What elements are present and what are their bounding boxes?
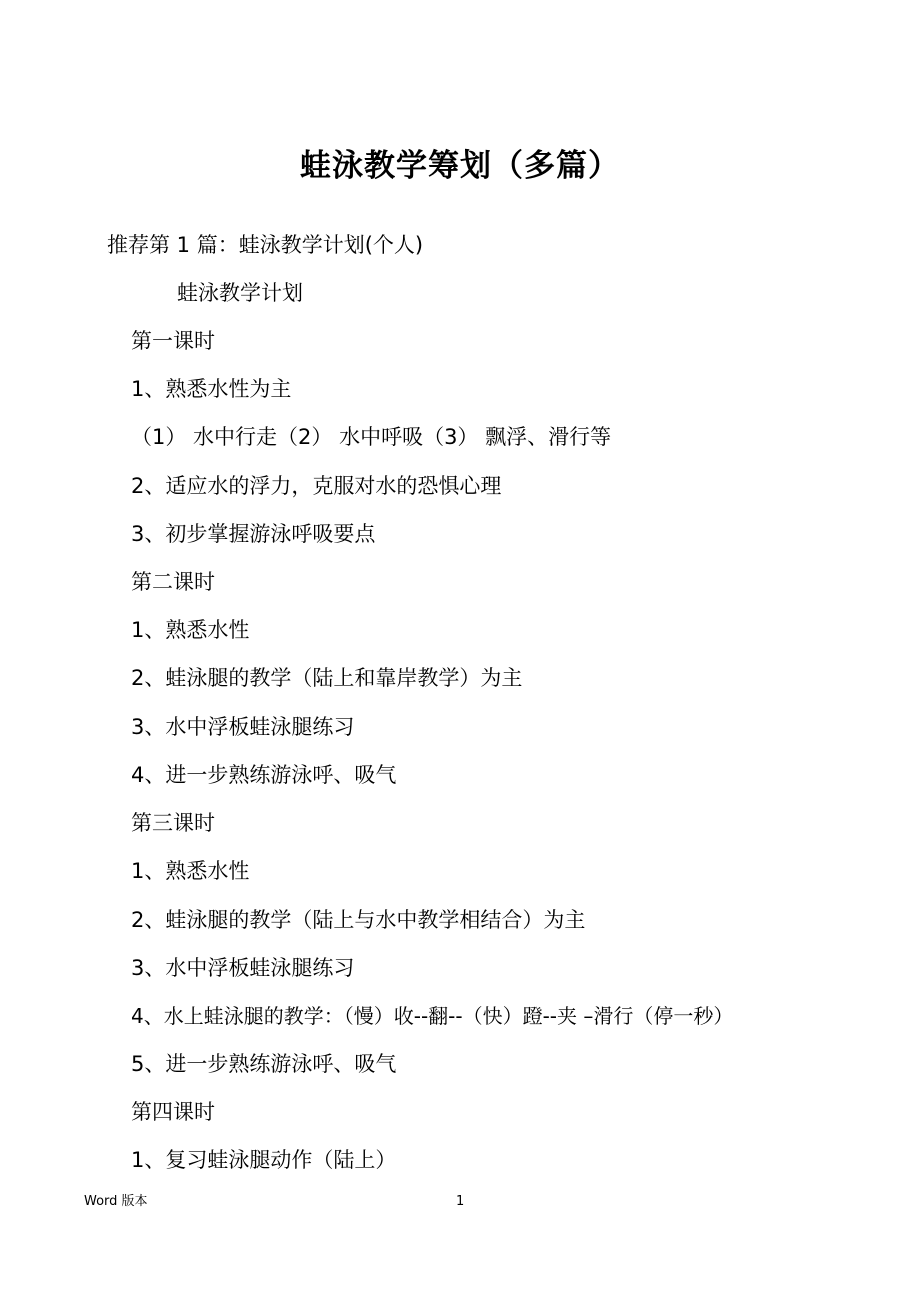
lesson-3-item-3: 3、水中浮板蛙泳腿练习 — [131, 956, 355, 980]
lesson-3-item-1: 1、熟悉水性 — [131, 859, 250, 883]
lesson-3-item-2: 2、蛙泳腿的教学（陆上与水中教学相结合）为主 — [131, 908, 586, 932]
lesson-4-heading: 第四课时 — [131, 1100, 215, 1124]
footer-page-number: 1 — [456, 1194, 465, 1209]
lesson-2-item-4: 4、进一步熟练游泳呼、吸气 — [131, 763, 397, 787]
lesson-1-item-3: 2、适应水的浮力，克服对水的恐惧心理 — [131, 474, 502, 498]
lesson-3-heading: 第三课时 — [131, 811, 215, 835]
plan-subtitle: 蛙泳教学计划 — [177, 281, 303, 305]
document-title: 蛙泳教学筹划（多篇） — [300, 148, 620, 184]
lesson-4-item-1: 1、复习蛙泳腿动作（陆上） — [131, 1148, 397, 1172]
lesson-2-item-2: 2、蛙泳腿的教学（陆上和靠岸教学）为主 — [131, 666, 523, 690]
lesson-1-heading: 第一课时 — [131, 329, 215, 353]
lesson-1-item-2: （1） 水中行走（2） 水中呼吸（3） 飘浮、滑行等 — [131, 425, 612, 449]
recommend-line: 推荐第 1 篇：蛙泳教学计划(个人) — [107, 233, 424, 257]
lesson-1-item-4: 3、初步掌握游泳呼吸要点 — [131, 522, 376, 546]
lesson-3-item-5: 5、进一步熟练游泳呼、吸气 — [131, 1052, 397, 1076]
lesson-3-item-4: 4、水上蛙泳腿的教学：（慢）收--翻--（快）蹬--夹 –滑行（停一秒） — [131, 1004, 734, 1028]
lesson-2-item-1: 1、熟悉水性 — [131, 618, 250, 642]
lesson-2-heading: 第二课时 — [131, 570, 215, 594]
footer-version-label: Word 版本 — [84, 1194, 148, 1209]
lesson-1-item-1: 1、熟悉水性为主 — [131, 377, 292, 401]
lesson-2-item-3: 3、水中浮板蛙泳腿练习 — [131, 715, 355, 739]
